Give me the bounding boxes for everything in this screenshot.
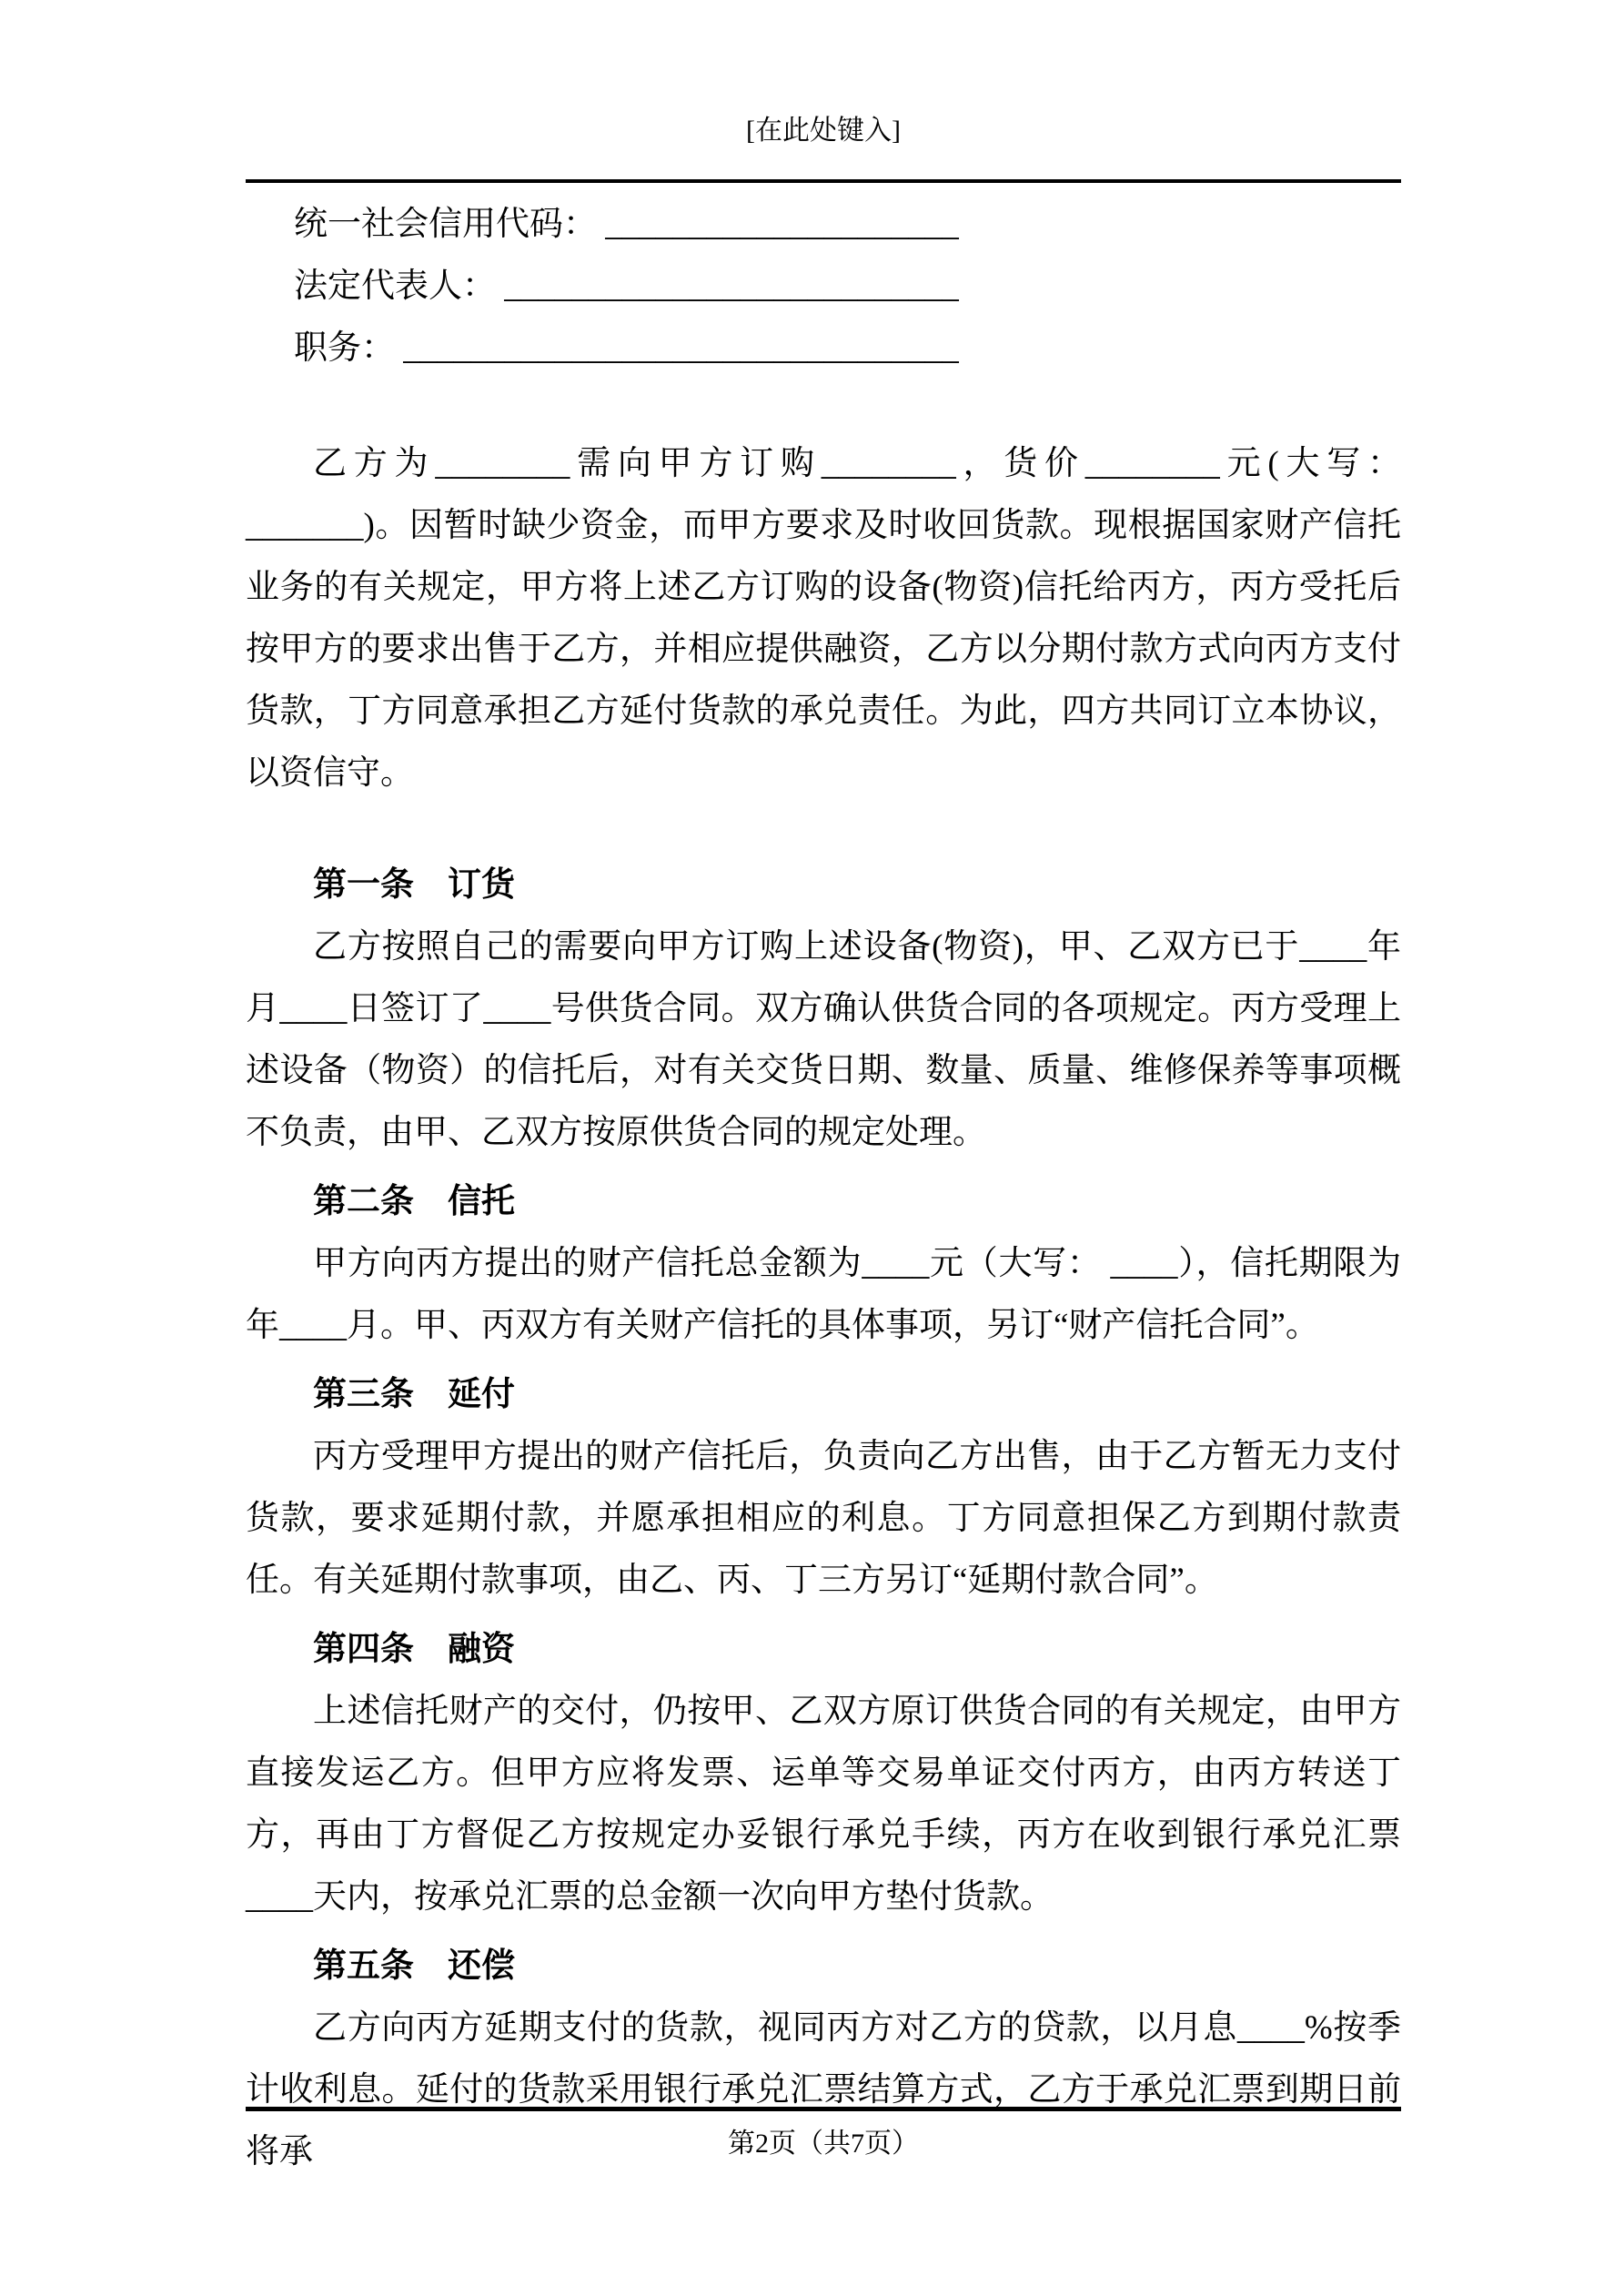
document-body [246, 194, 1401, 2183]
field-label: 职务： [294, 329, 395, 367]
contract-section-2 [246, 1171, 1401, 1357]
field-blank[interactable]: _____________________ [605, 206, 959, 243]
field-blank[interactable]: _________________________________ [403, 329, 959, 367]
section-body-ordering: 乙方按照自己的需要向甲方订购上述设备(物资)，甲、乙双方已于____年月____日签订了____号供货合同。双方确认供货合同的各项规定。丙方受理上述设备（物资）的信托后，对有关交货日期、数量、质量、维修保养等事项概不负责，由甲、乙双方按原供货合同的规定处理。 [246, 928, 1401, 1151]
field-row-position [246, 318, 1401, 379]
field-label: 法定代表人： [294, 268, 496, 305]
page-footer [246, 2107, 1401, 2173]
contract-section-1 [246, 855, 1401, 1164]
section-heading-repayment: 第五条 还偿 [313, 1947, 515, 1985]
section-body-deferred-payment: 丙方受理甲方提出的财产信托后，负责向乙方出售，由于乙方暂无力支付货款，要求延期付款，并愿承担相应的利息。丁方同意担保乙方到期付款责任。有关延期付款事项，由乙、丙、丁三方另订“延期付款合同”。 [246, 1438, 1401, 1599]
section-heading-ordering: 第一条 订货 [313, 866, 515, 904]
section-body-trust: 甲方向丙方提出的财产信托总金额为____元（大写： ____），信托期限为年____月。甲、丙双方有关财产信托的具体事项，另订“财产信托合同”。 [246, 1245, 1401, 1344]
contract-section-3 [246, 1364, 1401, 1612]
field-blank[interactable]: ___________________________ [504, 268, 959, 305]
section-heading-trust: 第二条 信托 [313, 1183, 515, 1220]
field-row-credit-code [246, 194, 1401, 256]
section-body-repayment: 乙方向丙方延期支付的货款，视同丙方对乙方的贷款，以月息____%按季计收利息。延付的货款采用银行承兑汇票结算方式，乙方于承兑汇票到期日前将承 [246, 2009, 1401, 2170]
field-label: 统一社会信用代码： [294, 206, 597, 243]
page-header [246, 0, 1401, 183]
field-row-legal-representative [246, 256, 1401, 318]
section-heading-deferred-payment: 第三条 延付 [313, 1376, 515, 1413]
section-body-financing: 上述信托财产的交付，仍按甲、乙双方原订供货合同的有关规定，由甲方直接发运乙方。但甲方应将发票、运单等交易单证交付丙方，由丙方转送丁方，再由丁方督促乙方按规定办妥银行承兑手续，丙方在收到银行承兑汇票____天内，按承兑汇票的总金额一次向甲方垫付货款。 [246, 1693, 1401, 1916]
contract-section-4 [246, 1619, 1401, 1928]
header-placeholder-text[interactable]: [在此处键入] [746, 116, 901, 146]
section-heading-financing: 第四条 融资 [313, 1631, 515, 1668]
page-number: 第2页（共7页） [728, 2129, 919, 2159]
intro-paragraph: 乙方为________需向甲方订购________，货价________元(大写：_______)。因暂时缺少资金，而甲方要求及时收回货款。现根据国家财产信托业务的有关规定，甲方将上述乙方订购的设备(物资)信托给丙方，丙方受托后按甲方的要求出售于乙方，并相应提供融资，乙方以分期付款方式向丙方支付货款，丁方同意承担乙方延付货款的承兑责任。为此，四方共同订立本协议，以资信守。 [246, 445, 1401, 792]
